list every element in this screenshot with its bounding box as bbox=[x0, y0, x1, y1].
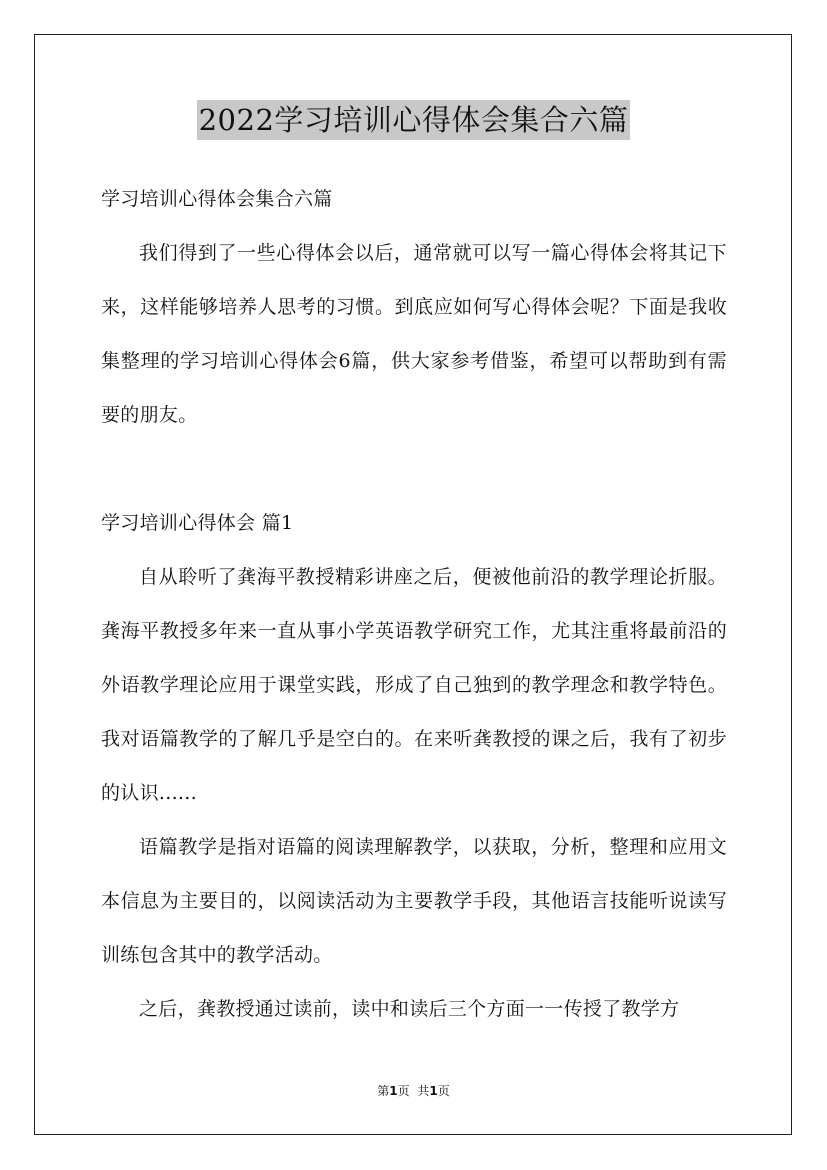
document-title: 2022学习培训心得体会集合六篇 bbox=[197, 100, 631, 140]
total-pages: 1 bbox=[429, 1084, 438, 1098]
intro-paragraph: 我们得到了一些心得体会以后，通常就可以写一篇心得体会将其记下来，这样能够培养人思考的习惯。到底应如何写心得体会呢？下面是我收集整理的学习培训心得体会6篇，供大家参考借鉴，希望可以帮助到有需要的朋友。 bbox=[101, 242, 727, 426]
total-suffix: 页 bbox=[437, 1084, 450, 1098]
section-spacer bbox=[101, 442, 727, 496]
section-heading: 学习培训心得体会 篇1 bbox=[101, 512, 294, 534]
document-body bbox=[101, 172, 727, 1036]
page-suffix: 页 bbox=[397, 1084, 410, 1098]
body-paragraph-1: 自从聆听了龚海平教授精彩讲座之后，便被他前沿的教学理论折服。龚海平教授多年来一直从事小学英语教学研究工作，尤其注重将最前沿的外语教学理论应用于课堂实践，形成了自己独到的教学理念和教学特色。我对语篇教学的了解几乎是空白的。在来听龚教授的课之后，我有了初步的认识...... bbox=[101, 566, 727, 804]
body-paragraph-2: 语篇教学是指对语篇的阅读理解教学，以获取，分析，整理和应用文本信息为主要目的，以阅读活动为主要教学手段，其他语言技能听说读写训练包含其中的教学活动。 bbox=[101, 836, 727, 966]
page-number: 1 bbox=[389, 1084, 398, 1098]
total-prefix: 共 bbox=[417, 1084, 430, 1098]
page-prefix: 第 bbox=[377, 1084, 390, 1098]
document-subtitle: 学习培训心得体会集合六篇 bbox=[101, 188, 333, 210]
title-container bbox=[0, 100, 827, 140]
body-paragraph-3: 之后，龚教授通过读前，读中和读后三个方面一一传授了教学方 bbox=[139, 998, 680, 1020]
page-footer bbox=[0, 1082, 827, 1100]
